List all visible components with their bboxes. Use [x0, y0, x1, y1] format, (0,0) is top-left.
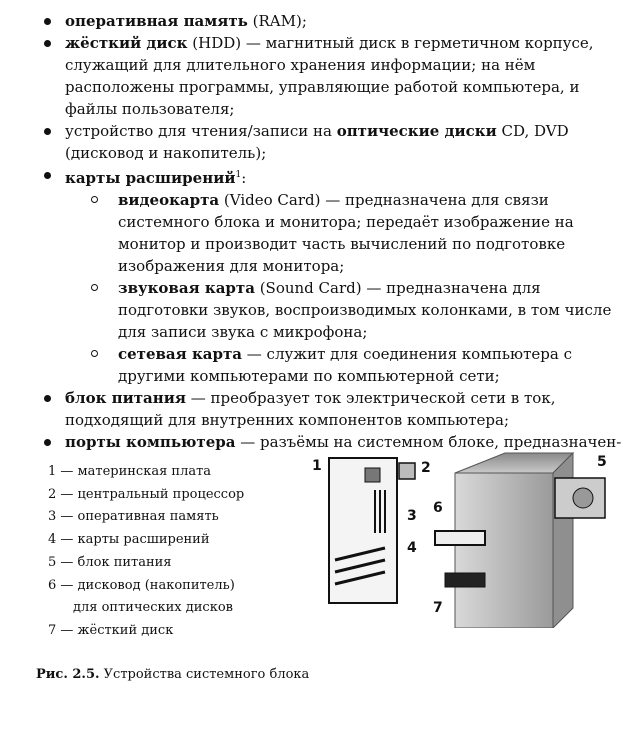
hard-disk	[445, 573, 485, 587]
figure-number: 1	[312, 458, 322, 474]
legend-item-continuation: для оптических дисков	[73, 600, 233, 616]
bullet-ports: порты компьютера — разъёмы на системном блоке, предназначен-	[40, 431, 625, 453]
cpu-chip	[399, 463, 415, 479]
legend-item: 1 — материнская плата	[48, 464, 212, 479]
sub-network-card: сетевая карта — служит для соединения компьютера с другими компьютерами по компьютерной сети;	[40, 343, 625, 387]
legend-item: 2 — центральный процессор	[48, 486, 245, 502]
legend-item: 5 — блок питания	[48, 554, 172, 570]
motherboard	[329, 458, 397, 603]
figure-number: 4	[407, 540, 417, 556]
body-text	[40, 10, 625, 453]
bullet-expansion-cards: карты расширений$^1$:	[40, 164, 625, 189]
bullet-hdd: жёсткий диск (HDD) — магнитный диск в герметичном корпусе, служащий для длительного хранения информации; на нём расположены программы, управляющие работой компьютера, и файлы пользователя;	[40, 32, 625, 120]
sub-sound-card: звуковая карта (Sound Card) — предназначена для подготовки звуков, воспроизводимых колонками, в том числе для записи звука с микрофона;	[40, 277, 625, 343]
figure-number: 7	[433, 600, 443, 616]
figure-number: 5	[597, 454, 607, 470]
bullet-ram: оперативная память (RAM);	[40, 10, 625, 32]
legend-item: 6 — дисковод (накопитель)	[48, 577, 235, 593]
figure-caption: Рис. 2.5. Устройства системного блока	[36, 667, 310, 682]
sub-video-card: видеокарта (Video Card) — предназначена для связи системного блока и монитора; передаёт изображение на монитор и производит часть вычислений по подготовке изображения для монитора;	[40, 189, 625, 277]
figure-number: 6	[433, 500, 443, 516]
bullet-optical: устройство для чтения/записи на оптические диски CD, DVD (дисковод и накопитель);	[40, 120, 625, 164]
cpu-socket	[365, 468, 380, 482]
optical-drive	[435, 531, 485, 545]
system-unit-figure	[305, 448, 627, 628]
legend-item: 4 — карты расширений	[48, 532, 210, 548]
figure-legend	[48, 461, 244, 643]
figure-number: 2	[421, 460, 431, 476]
system-unit-illustration	[305, 448, 627, 628]
legend-item: 3 — оперативная память	[48, 509, 219, 525]
case-front	[455, 473, 553, 628]
legend-item: 7 — жёсткий диск	[48, 622, 174, 638]
bullet-power-supply: блок питания — преобразует ток электрической сети в ток, подходящий для внутренних компонентов компьютера;	[40, 387, 625, 431]
figure-number: 3	[407, 508, 417, 524]
